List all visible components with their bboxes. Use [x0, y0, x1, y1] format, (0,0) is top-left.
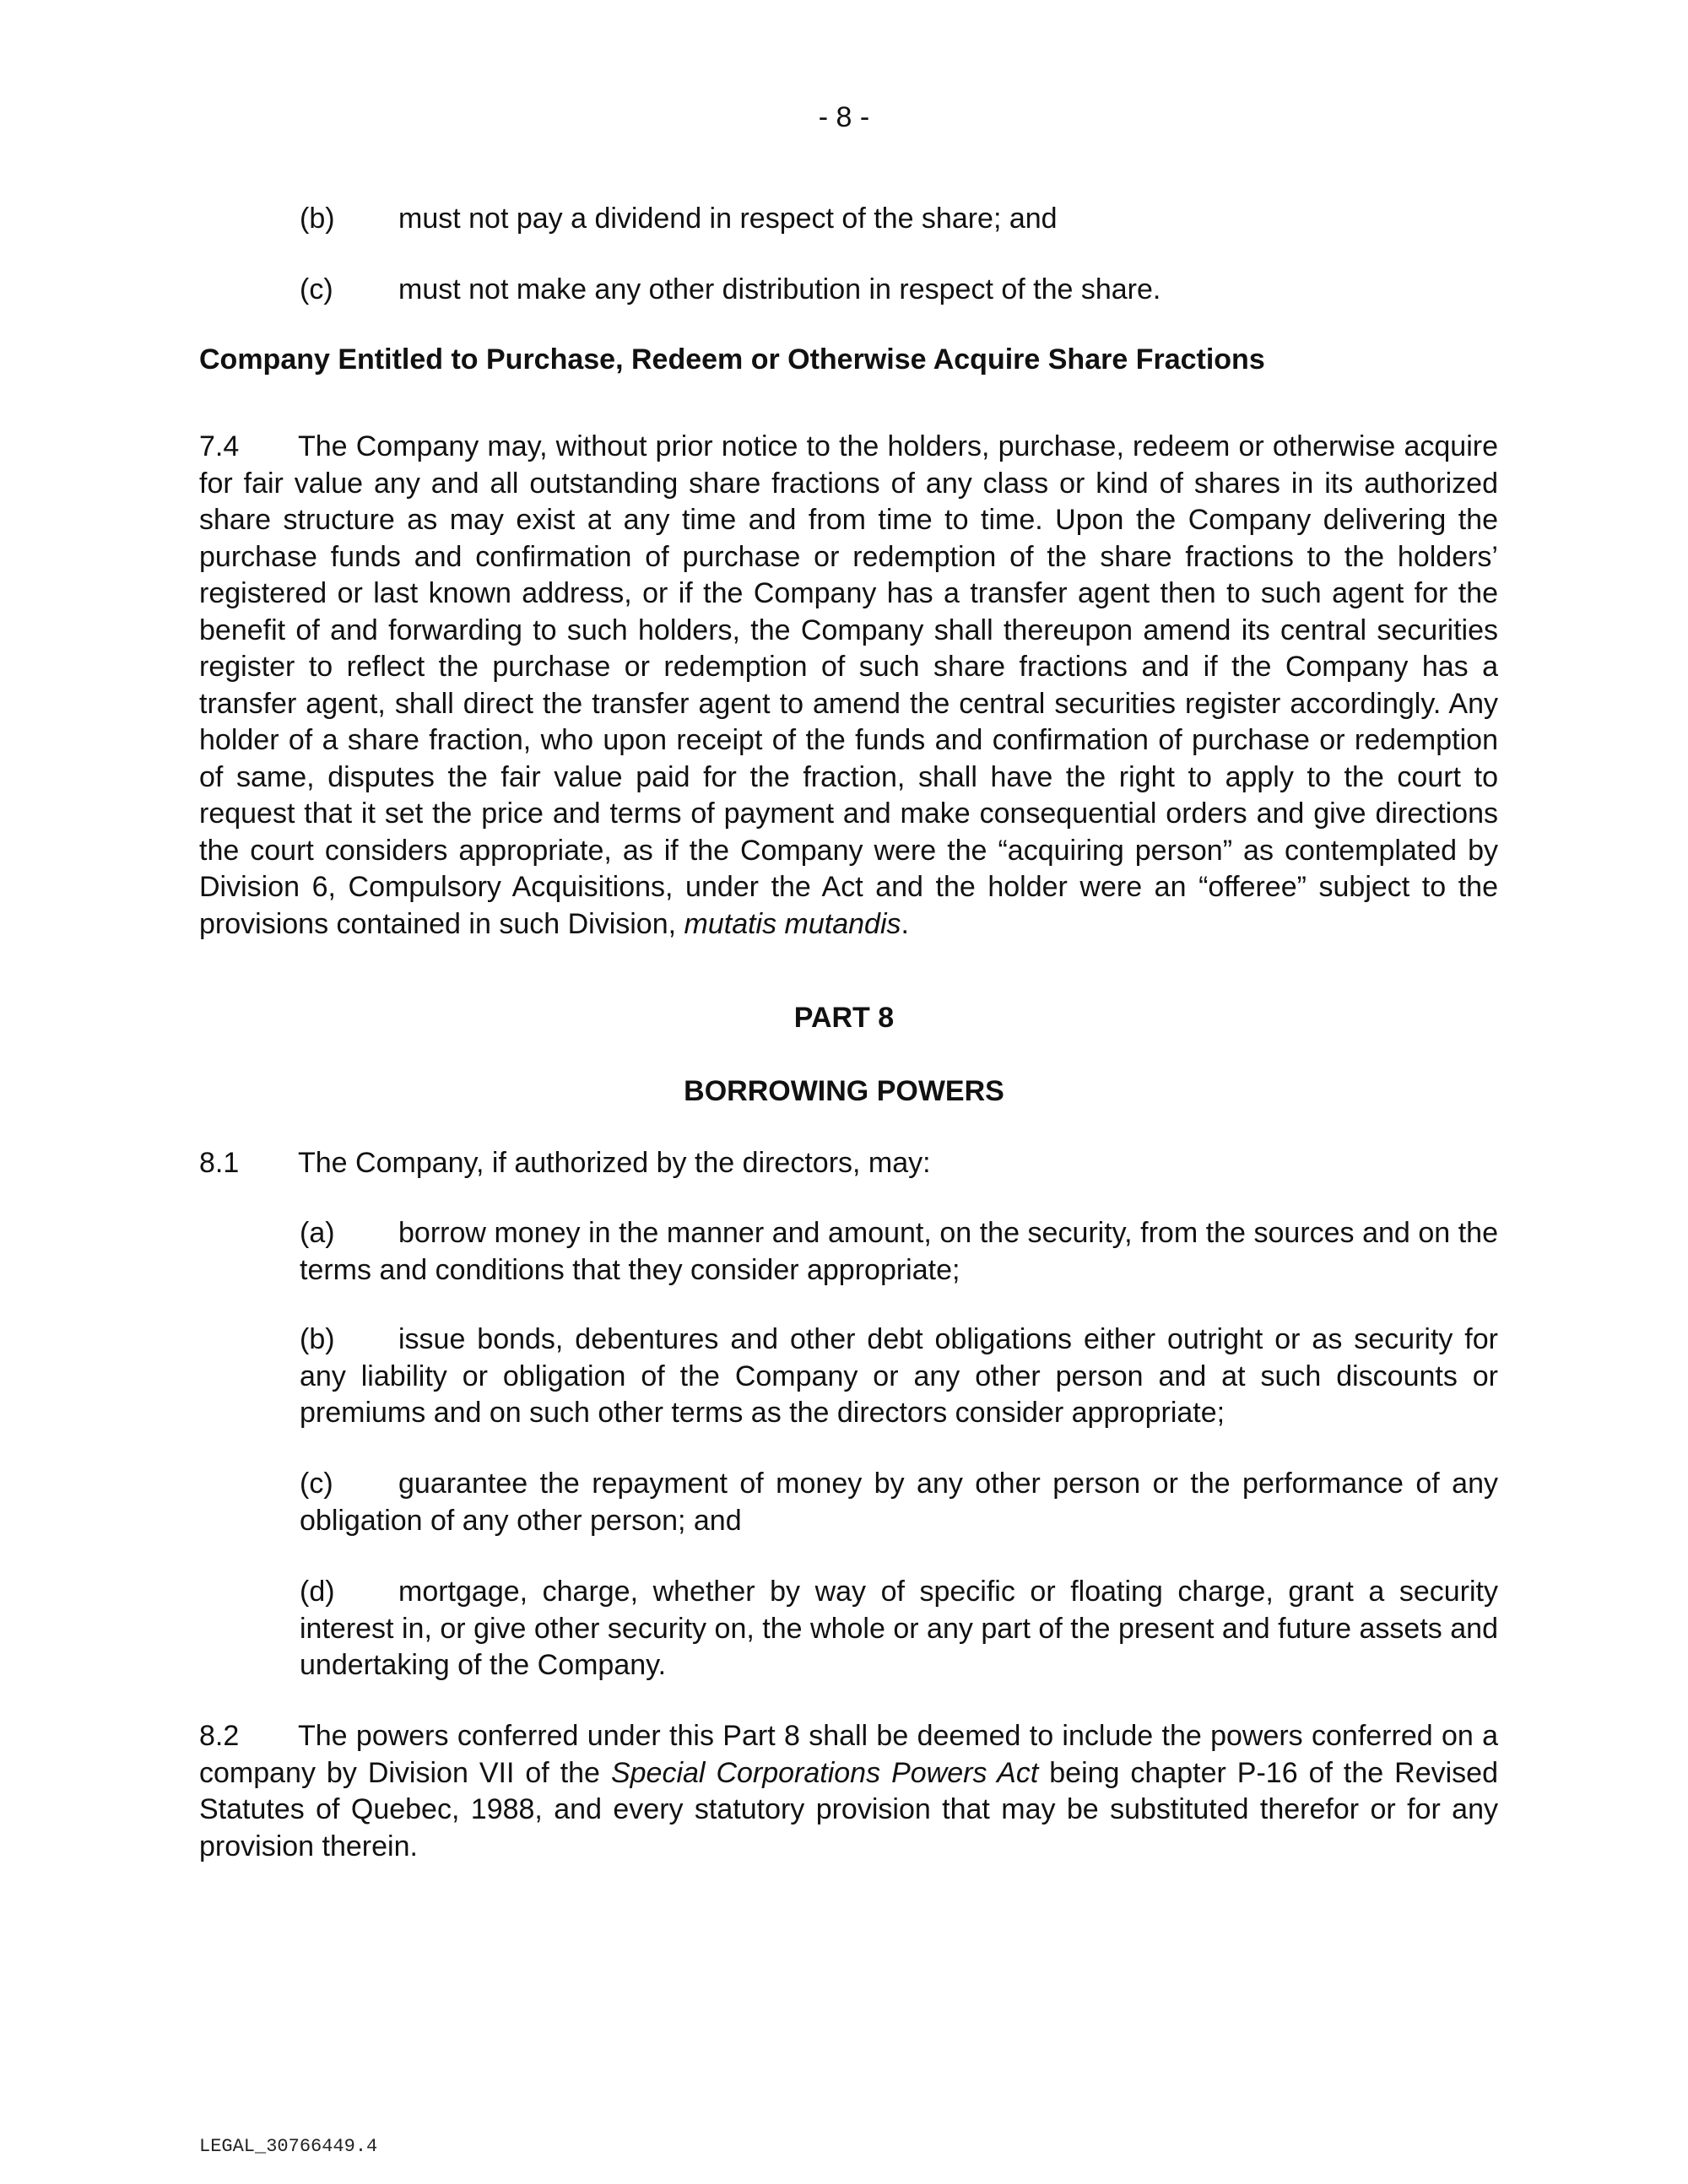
act-title: Special Corporations Powers Act — [610, 1756, 1039, 1789]
list-item-b — [300, 201, 1498, 238]
paragraph-text-continued: being chapter P-16 of the Revised Statutes of Quebec, 1988, and every statutory provision that may be substituted therefor or for any provision therein. — [199, 1756, 1498, 1862]
paragraph-number: 8.1 — [199, 1147, 240, 1179]
list-item-d — [300, 1574, 1498, 1684]
section-heading: Company Entitled to Purchase, Redeem or Otherwise Acquire Share Fractions — [199, 343, 1265, 376]
paragraph-text: The Company, if authorized by the directors, may: — [298, 1147, 931, 1179]
page-number: - 8 - — [818, 101, 870, 133]
list-item-label: (c) — [300, 273, 333, 305]
paragraph-number: 8.2 — [199, 1720, 240, 1752]
list-item-label: (c) — [300, 1468, 333, 1500]
list-item-c — [300, 272, 1498, 309]
paragraph-text: The powers conferred under this Part 8 shall be deemed to include the powers conferred on a company by Division VII of the — [199, 1720, 1498, 1789]
part-label: PART 8 — [793, 1002, 895, 1034]
list-item-label: (b) — [300, 203, 335, 235]
list-item-text: mortgage, charge, whether by way of specific or floating charge, grant a security interest in, or give other security on, the whole or any part of the present and future assets and undertaking of the Company. — [300, 1576, 1498, 1681]
list-item-text: must not pay a dividend in respect of the share; and — [398, 203, 1058, 235]
list-item-label: (b) — [300, 1323, 335, 1355]
list-item-text: guarantee the repayment of money by any other person or the performance of any obligation of any other person; and — [300, 1468, 1498, 1537]
paragraph-8-1 — [199, 1145, 1498, 1182]
list-item-text: issue bonds, debentures and other debt obligations either outright or as security for any liability or obligation of the Company or any other person and at such discounts or premiums and on such other terms as the directors consider appropriate; — [300, 1323, 1498, 1429]
list-item-label: (a) — [300, 1217, 335, 1249]
list-item-text: borrow money in the manner and amount, on the security, from the sources and on the terms and conditions that they consider appropriate; — [300, 1217, 1498, 1286]
list-item-c — [300, 1466, 1498, 1539]
paragraph-number: 7.4 — [199, 430, 240, 462]
paragraph-8-2 — [199, 1718, 1498, 1865]
document-id-footer: LEGAL_30766449.4 — [199, 2136, 378, 2157]
part-title: BORROWING POWERS — [684, 1075, 1004, 1107]
list-item-a — [300, 1215, 1498, 1289]
list-item-text: must not make any other distribution in respect of the share. — [398, 273, 1161, 305]
list-item-label: (d) — [300, 1576, 335, 1608]
list-item-b — [300, 1322, 1498, 1432]
paragraph-end: . — [901, 907, 909, 940]
paragraph-italic-term: mutatis mutandis — [684, 907, 901, 940]
paragraph-text: The Company may, without prior notice to the holders, purchase, redeem or otherwise acquire for fair value any and all outstanding share fractions of any class or kind of shares in its authorized share structure as may exist at any time and from time to time. Upon the Company delivering the purchase funds and confirmation of purchase or redemption of the share fractions to the holders’ registered or last known address, or if the Company has a transfer agent then to such agent for the benefit of and forwarding to such holders, the Company shall thereupon amend its central securities register to reflect the purchase or redemption of such share fractions and if the Company has a transfer agent, shall direct the transfer agent to amend the central securities register accordingly. Any holder of a share fraction, who upon receipt of the funds and confirmation of purchase or redemption of same, disputes the fair value paid for the fraction, shall have the right to apply to the court to request that it set the price and terms of payment and make consequential orders and give directions the court considers appropriate, as if the Company were the “acquiring person” as contemplated by Division 6, Compulsory Acquisitions, under the Act and the holder were an “offeree” subject to the provisions contained in such Division, — [199, 430, 1498, 940]
paragraph-7-4 — [199, 429, 1498, 943]
